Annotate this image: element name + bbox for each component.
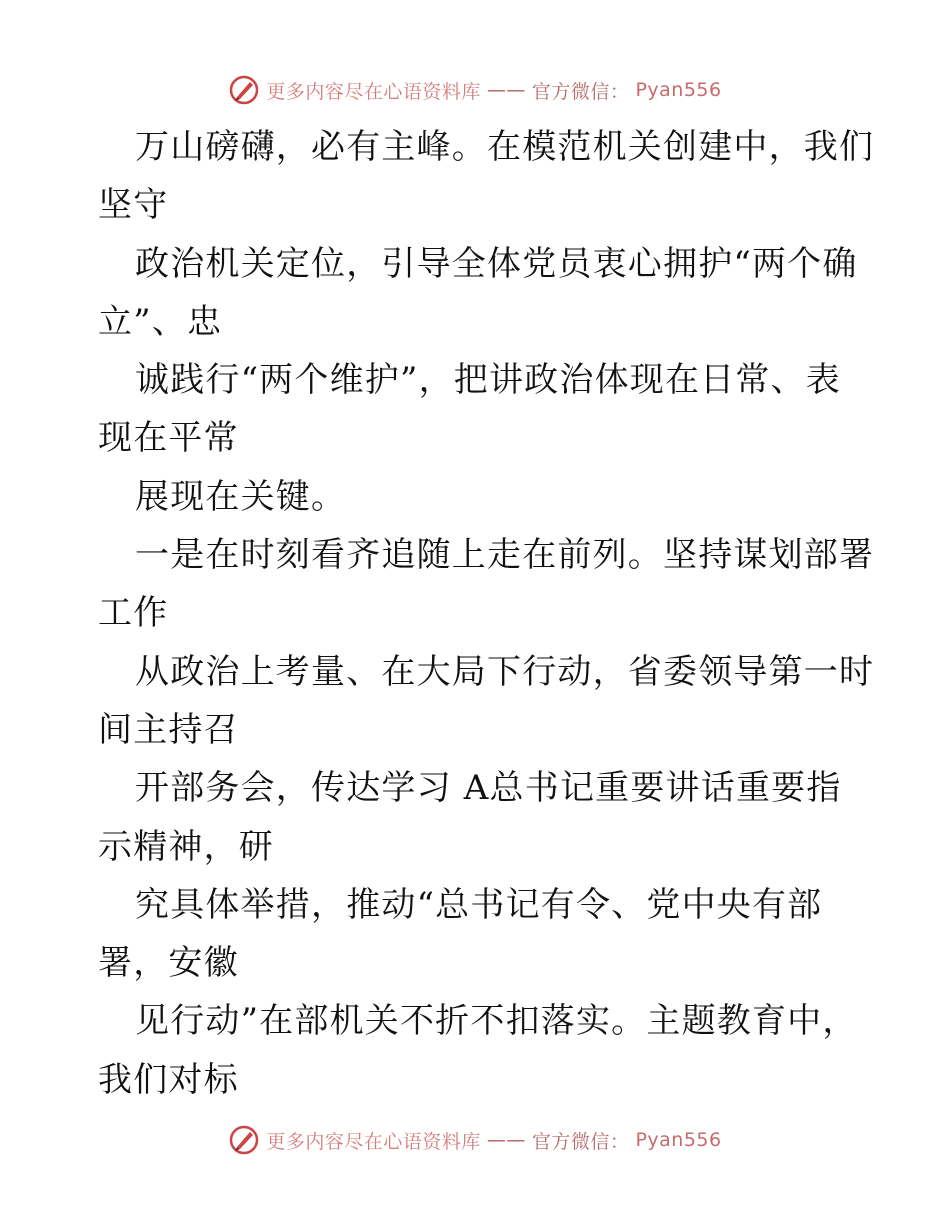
watermark-id: Pyan556 xyxy=(635,1129,722,1151)
text-line: 署，安徽 xyxy=(98,943,239,984)
watermark-label: 官方微信： xyxy=(531,80,630,103)
text-line: 现在平常 xyxy=(98,418,239,459)
text-line: 间主持召 xyxy=(98,709,239,750)
text-line: 政治机关定位，引导全体党员衷心拥护“两个确 xyxy=(135,243,858,284)
document-body xyxy=(98,118,898,1109)
text-line: 诚践行“两个维护”，把讲政治体现在日常、表 xyxy=(135,360,841,401)
text-line: 我们对标 xyxy=(98,1059,239,1100)
text-line: 展现在关键。 xyxy=(135,476,347,517)
text-line: 开部务会，传达学习 A总书记重要讲话重要指 xyxy=(135,768,842,809)
text-line: 坚守 xyxy=(98,185,169,226)
watermark-dash: —— xyxy=(486,79,526,101)
text-line: 工作 xyxy=(98,593,169,634)
watermark-dash: —— xyxy=(486,1129,526,1151)
text-line: 从政治上考量、在大局下行动，省委领导第一时 xyxy=(135,651,875,692)
pen-logo-icon xyxy=(228,74,260,106)
text-line: 万山磅礴，必有主峰。在模范机关创建中，我们 xyxy=(135,127,875,167)
watermark-label: 官方微信： xyxy=(531,1130,630,1153)
watermark-title: 更多内容尽在心语资料库 xyxy=(266,80,481,103)
pen-logo-icon xyxy=(228,1124,260,1156)
watermark-title: 更多内容尽在心语资料库 xyxy=(266,1130,481,1153)
watermark-header xyxy=(0,70,950,110)
watermark-footer xyxy=(0,1120,950,1160)
text-line: 究具体举措，推动“总书记有令、党中央有部 xyxy=(135,884,823,925)
text-line: 见行动”在部机关不折不扣落实。主题教育中， xyxy=(135,1001,858,1042)
text-line: 立”、忠 xyxy=(98,301,223,342)
watermark-id: Pyan556 xyxy=(635,79,722,101)
text-line: 示精神，研 xyxy=(98,826,274,867)
text-line: 一是在时刻看齐追随上走在前列。坚持谋划部署 xyxy=(135,535,875,576)
